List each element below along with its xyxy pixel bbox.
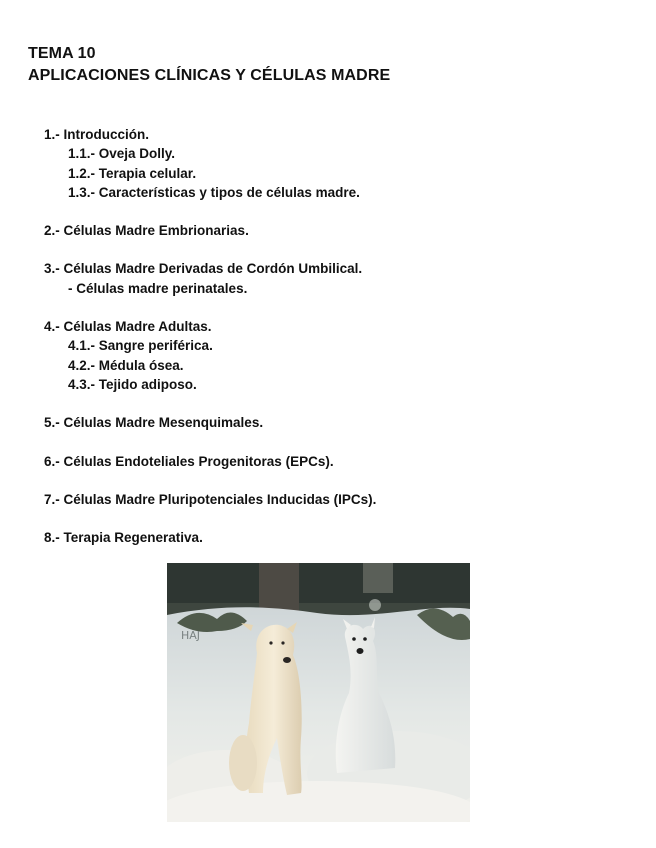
toc-section-4 [44,317,604,394]
document-title [28,43,390,87]
toc-heading: 2.- Células Madre Embrionarias. [44,223,249,239]
toc-subitem: 1.2.- Terapia celular. [68,165,197,181]
toc-subitem: 4.2.- Médula ósea. [68,357,184,373]
toc-subitem: 1.1.- Oveja Dolly. [68,146,176,162]
toc-subitem: 1.3.- Características y tipos de células madre. [68,184,360,200]
toc-subitem: - Células madre perinatales. [68,280,248,296]
toc-section-8 [44,528,604,547]
toc-subitem: 4.1.- Sangre periférica. [68,338,213,354]
toc-section-7 [44,490,604,509]
title-line-topic: TEMA 10 [28,45,96,62]
toc-section-2 [44,221,604,240]
table-of-contents [44,125,604,566]
photo-dog-and-snow-dog [167,563,470,822]
title-line-subject: APLICACIONES CLÍNICAS Y CÉLULAS MADRE [28,67,391,84]
toc-section-1 [44,125,604,202]
toc-heading: 8.- Terapia Regenerativa. [44,530,203,546]
toc-heading: 6.- Células Endoteliales Progenitoras (EPCs). [44,453,334,469]
toc-heading: 5.- Células Madre Mesenquimales. [44,415,264,431]
toc-section-3 [44,259,604,298]
toc-subitem: 4.3.- Tejido adiposo. [68,376,197,392]
toc-section-6 [44,452,604,471]
toc-heading: 1.- Introducción. [44,127,150,142]
toc-section-5 [44,413,604,432]
toc-heading: 7.- Células Madre Pluripotenciales Inducidas (IPCs). [44,491,377,507]
toc-heading: 3.- Células Madre Derivadas de Cordón Umbilical. [44,261,363,277]
toc-heading: 4.- Células Madre Adultas. [44,319,212,335]
svg-text:HAJ: HAJ [181,629,201,642]
